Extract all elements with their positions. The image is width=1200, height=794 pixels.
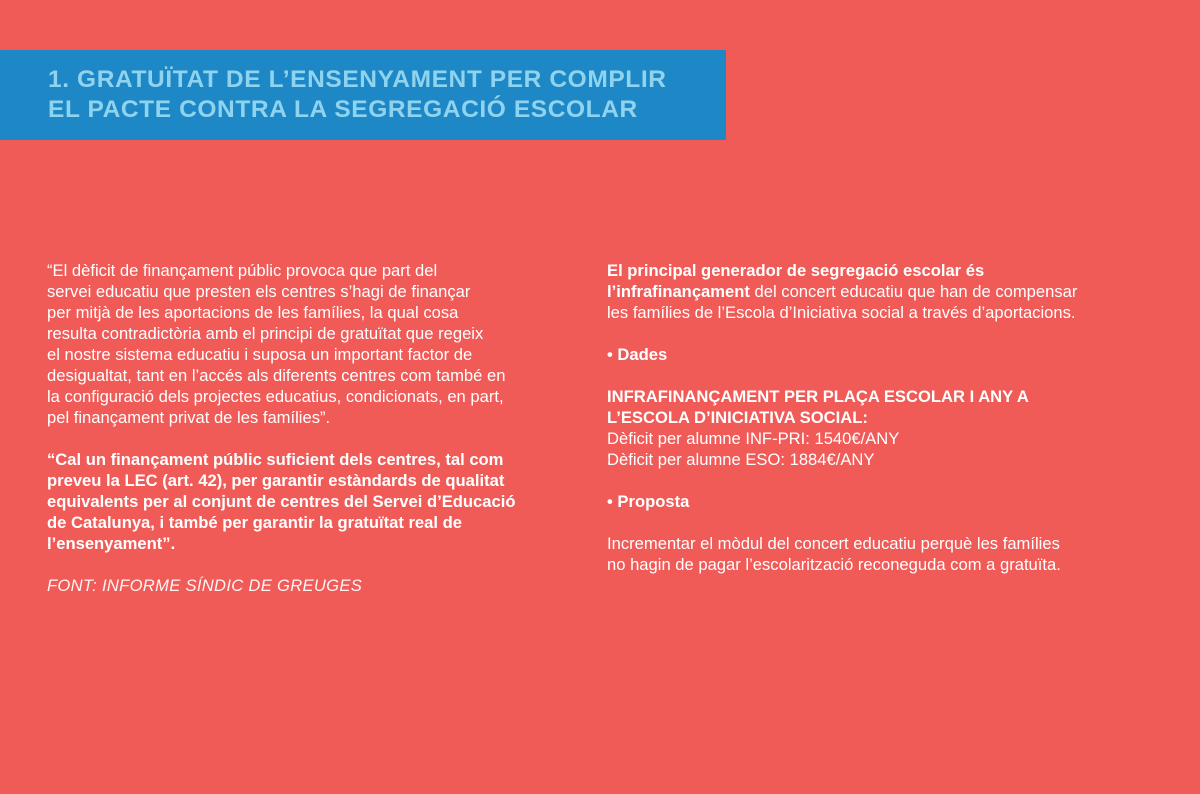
ombudsman-quote: “El dèficit de finançament públic provoca que part del servei educatiu que presten els centres s’hagi de finançar per mitjà de les aportacions de les famílies, la qual cosa resulta contradictòria amb el principi de gratuïtat que regeix el nostre sistema educatiu i suposa un important factor de desigualtat, tant en l’accés als diferents centres com també en la configuració dels projectes educatius, condicionats, en part, pel finançament privat de les famílies”.: [47, 261, 506, 427]
intro-rest-text: del concert educatiu que han de compensar les famílies de l’Escola d’Iniciativa social a través d’aportacions.: [607, 282, 1078, 322]
deficit-inf-pri: Dèficit per alumne INF-PRI: 1540€/ANY: [607, 429, 900, 448]
left-column: [47, 260, 587, 596]
funding-demand-quote: “Cal un finançament públic suficient dels centres, tal com preveu la LEC (art. 42), per garantir estàndards de qualitat equivalents per al conjunt de centres del Servei d’Educació de Catalunya, i també per garantir la gratuïtat real de l’ensenyament”.: [47, 450, 516, 553]
source-citation: FONT: INFORME SÍNDIC DE GREUGES: [47, 576, 363, 595]
proposta-heading: • Proposta: [607, 492, 690, 511]
title-line-2: EL PACTE CONTRA LA SEGREGACIÓ ESCOLAR: [48, 96, 638, 123]
title-line-1: 1. GRATUÏTAT DE L’ENSENYAMENT PER COMPLIR: [48, 66, 667, 93]
intro-paragraph: [607, 260, 1162, 323]
proposta-text: Incrementar el mòdul del concert educatiu perquè les famílies no hagin de pagar l’escolarització reconeguda com a gratuïta.: [607, 534, 1061, 574]
intro-bold-text: El principal generador de segregació escolar és l’infrafinançament: [607, 261, 985, 301]
underfunding-heading: INFRAFINANÇAMENT PER PLAÇA ESCOLAR I ANY A L’ESCOLA D’INICIATIVA SOCIAL:: [607, 387, 1029, 427]
dades-heading: • Dades: [607, 345, 668, 364]
deficit-eso: Dèficit per alumne ESO: 1884€/ANY: [607, 450, 875, 469]
right-column: [607, 260, 1162, 575]
title-banner: [0, 50, 726, 140]
